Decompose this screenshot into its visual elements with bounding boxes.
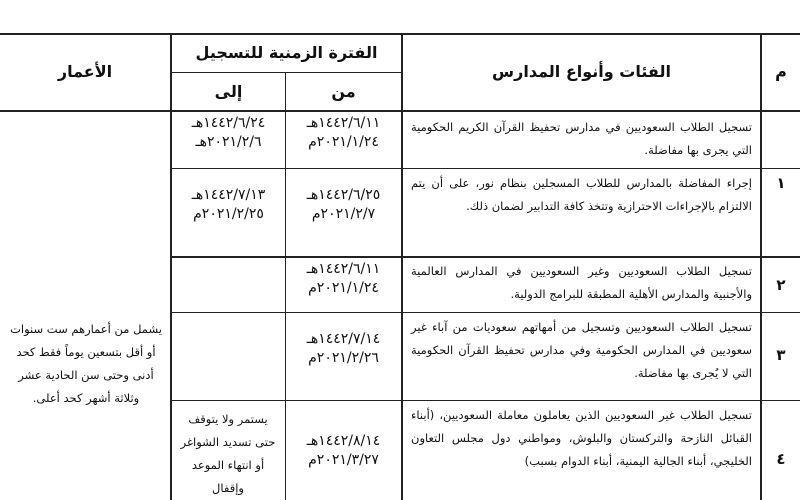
header-period: الفترة الزمنية للتسجيل bbox=[195, 43, 378, 62]
row-from-date bbox=[286, 432, 401, 484]
row-divider bbox=[170, 400, 800, 401]
header-from: من bbox=[331, 82, 356, 101]
header-to: إلى bbox=[214, 82, 243, 101]
from-hijri: ١٤٤٢/٦/٢٥هـ bbox=[306, 187, 381, 203]
row-from-date bbox=[286, 330, 401, 382]
row-number: ٣ bbox=[776, 346, 786, 364]
from-hijri: ١٤٤٢/٨/١٤هـ bbox=[306, 433, 381, 449]
row-from-date bbox=[286, 260, 401, 310]
to-gregorian: ٢٠٢١/٢/٦هـ bbox=[195, 134, 262, 150]
from-hijri: ١٤٤٢/٦/١١هـ bbox=[306, 261, 381, 277]
from-gregorian: ٢٠٢١/٢/٢٦م bbox=[308, 350, 379, 366]
row-description: تسجيل الطلاب غير السعوديين الذين يعاملون معاملة السعوديين، (أبناء القبائل النازحة والتركستان والبلوش، ومواطني دول مجلس التعاون الخليجي، أبناء الجالية اليمنية، أبناء الدوام بسبب) bbox=[411, 408, 752, 468]
from-gregorian: ٢٠٢١/٢/٧م bbox=[311, 206, 376, 222]
header-categories: الفئات وأنواع المدارس bbox=[492, 62, 671, 81]
from-hijri: ١٤٤٢/٧/١٤هـ bbox=[306, 331, 381, 347]
row-from-date bbox=[286, 186, 401, 238]
row-from-date bbox=[286, 114, 401, 166]
row-number: ٢ bbox=[776, 276, 786, 294]
to-gregorian: ٢٠٢١/٢/٢٥م bbox=[193, 206, 264, 222]
from-gregorian: ٢٠٢١/١/٢٤م bbox=[308, 134, 379, 150]
row-number: ٤ bbox=[776, 450, 786, 468]
row-description: تسجيل الطلاب السعوديين وغير السعوديين في المدارس العالمية والأجنبية والمدارس الأهلية المطبقة للبرامج الدولية. bbox=[411, 264, 752, 301]
row-description: تسجيل الطلاب السعوديين في مدارس تحفيظ القرآن الكريم الحكومية التي يجرى بها مفاضلة. bbox=[411, 120, 752, 157]
from-gregorian: ٢٠٢١/١/٢٤م bbox=[308, 280, 379, 296]
row-description: تسجيل الطلاب السعوديين وتسجيل من أمهاتهم سعوديات من آباء غير سعوديين في المدارس الحكومية وفي مدارس تحفيظ القرآن الحكومية التي لا يُجرى بها مفاضلة. bbox=[411, 320, 752, 380]
row-divider bbox=[170, 312, 800, 313]
to-hijri: ١٤٤٢/٧/١٣هـ bbox=[191, 187, 266, 203]
ages-note: يشمل من أعمارهم ست سنوات أو أقل بتسعين يوماً فقط كحد أدنى وحتى سن الحادية عشر وثلاثة أشهر كحد أعلى. bbox=[10, 322, 162, 405]
row-to-date bbox=[172, 186, 285, 238]
header-number: م bbox=[775, 62, 787, 81]
row-divider bbox=[170, 168, 800, 169]
continuation-note: يستمر ولا يتوقف حتى تسديد الشواغر أو انتهاء الموعد وإقفال bbox=[180, 412, 276, 495]
header-ages: الأعمار bbox=[57, 62, 113, 81]
from-hijri: ١٤٤٢/٦/١١هـ bbox=[306, 115, 381, 131]
row-description: إجراء المفاضلة بالمدارس للطلاب المسجلين بنظام نور، على أن يتم الالتزام بالإجراءات الاحترازية وتتخذ كافة التدابير لضمان ذلك. bbox=[411, 176, 752, 213]
row-number: ١ bbox=[776, 174, 786, 192]
to-hijri: ١٤٤٢/٦/٢٤هـ bbox=[191, 115, 266, 131]
from-gregorian: ٢٠٢١/٣/٢٧م bbox=[308, 452, 379, 468]
row-to-date bbox=[172, 114, 285, 166]
